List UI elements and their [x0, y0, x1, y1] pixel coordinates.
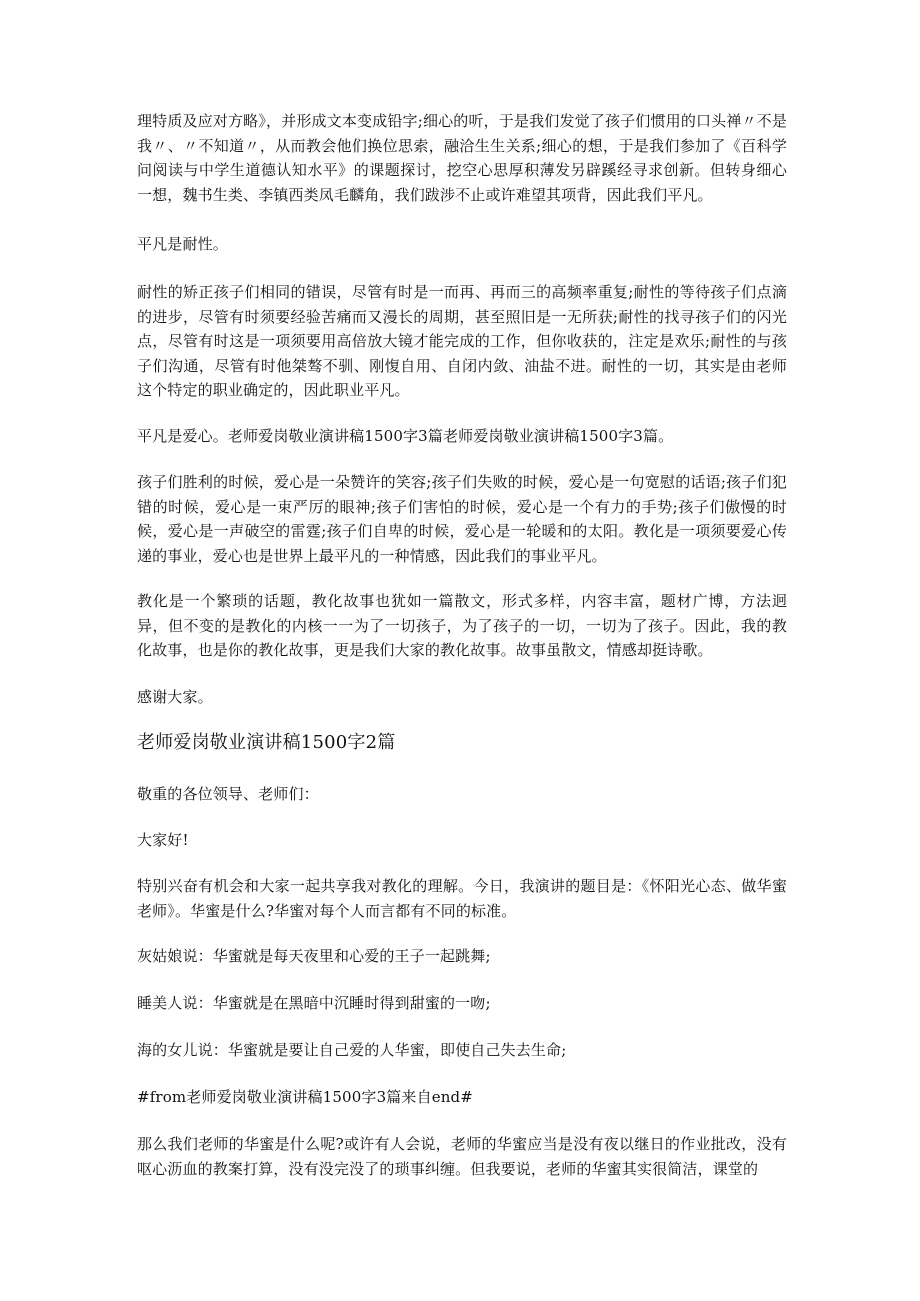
paragraph-thanks: 感谢大家。: [137, 688, 213, 706]
paragraph-love: 孩子们胜利的时候，爱心是一朵赞许的笑容;孩子们失败的时候，爱心是一句宽慰的话语;孩子们犯错的时候，爱心是一束严厉的眼神;孩子们害怕的时候，爱心是一个有力的手势;孩子们傲慢的时候，爱心是一声破空的雷霆;孩子们自卑的时候，爱心是一轮暖和的太阳。教化是一项须要爱心传递的事业，爱心也是世界上最平凡的一种情感，因此我们的事业平凡。: [137, 473, 787, 565]
paragraph-intro: 特别兴奋有机会和大家一起共享我对教化的理解。今日，我演讲的题目是：《怀阳光心态、做华蜜老师》。华蜜是什么?华蜜对每个人而言都有不同的标准。: [137, 877, 787, 920]
paragraph-love-heading: 平凡是爱心。老师爱岗敬业演讲稿1500字3篇老师爱岗敬业演讲稿1500字3篇。: [137, 427, 674, 445]
paragraph-method: 理特质及应对方略》，并形成文本变成铅字;细心的听，于是我们发觉了孩子们惯用的口头禅〃不是我〃、〃不知道〃，从而教会他们换位思索，融洽生生关系;细心的想，于是我们参加了《百科学问阅读与中学生道德认知水平》的课题探讨，挖空心思厚积薄发另辟蹊经寻求创新。但转身细心一想，魏书生类、李镇西类凤毛麟角，我们跋涉不止或许难望其项背，因此我们平凡。: [137, 112, 787, 204]
greeting-all: 大家好!: [137, 831, 189, 849]
section-title: 老师爱岗敬业演讲稿1500字2篇: [137, 732, 396, 753]
paragraph-patience: 耐性的矫正孩子们相同的错误，尽管有时是一而再、再而三的高频率重复;耐性的等待孩子们点滴的进步，尽管有时须要经验苦痛而又漫长的周期，甚至照旧是一无所获;耐性的找寻孩子们的闪光点，尽管有时这是一项须要用高倍放大镜才能完成的工作，但你收获的，注定是欢乐;耐性的与孩子们沟通，尽管有时他桀骜不驯、刚愎自用、自闭内敛、油盐不进。耐性的一切，其实是由老师这个特定的职业确定的，因此职业平凡。: [137, 283, 787, 399]
quote-sleeping-beauty: 睡美人说：华蜜就是在黑暗中沉睡时得到甜蜜的一吻;: [137, 994, 491, 1012]
source-marker: #from老师爱岗敬业演讲稿1500字3篇来自end#: [137, 1088, 474, 1106]
paragraph-education: 教化是一个繁琐的话题，教化故事也犹如一篇散文，形式多样，内容丰富，题材广博，方法迥异，但不变的是教化的内核一一为了一切孩子，为了孩子的一切，一切为了孩子。因此，我的教化故事，也是你的教化故事，更是我们大家的教化故事。故事虽散文，情感却挺诗歌。: [137, 592, 787, 659]
paragraph-patience-heading: 平凡是耐性。: [137, 235, 228, 253]
greeting-leaders: 敬重的各位领导、老师们：: [137, 785, 319, 803]
quote-cinderella: 灰姑娘说：华蜜就是每天夜里和心爱的王子一起跳舞;: [137, 947, 491, 965]
paragraph-teacher-happiness: 那么我们老师的华蜜是什么呢?或许有人会说，老师的华蜜应当是没有夜以继日的作业批改，没有呕心沥血的教案打算，没有没完没了的琐事纠缠。但我要说，老师的华蜜其实很简洁，课堂的: [137, 1135, 787, 1178]
quote-little-mermaid: 海的女儿说：华蜜就是要让自己爱的人华蜜，即使自己失去生命;: [137, 1041, 567, 1059]
